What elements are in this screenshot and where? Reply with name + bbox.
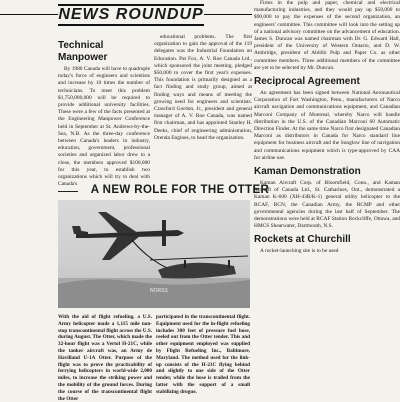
article-intro-continued: Firms in the pulp and paper, chemical and electrical manufacturing industries, and they would pay up $50,000 to $90,000 to pay the expenses of the second organization, an engineers' committee. This committee will look into the setting up of a national advisory committee on the advancement of education. James S. Duncan was named chairman with Dr. G. Edward Hall, president of the University of Western Ontario, and D. W. Ambridge, president of Abitibi Pulp and Paper Co. as other committee members. Three additional members of the committee are yet to be selected by Mr. Duncan. (254, 0, 400, 71)
photo-illustration (58, 200, 250, 308)
photo-caption-left: With the aid of flight refueling, a U.S. Army helicopter made a 1,115 mile non-stop transcontinental flight across the U.S. during August. The Otter, which made the 32-hour flight was a Vertol H-21C, while the tanker aircraft was, an Army de Havilland U-1A Otter. Purpose of the flight was to prove the practicability of ferrying helicopters in world-wide 2,000 miles, to increase the striking power and the mobility of the ground forces. During the course of the transcontinental flight the Otter (58, 314, 152, 402)
feature-rule-left (58, 191, 78, 192)
banner-rule-right (204, 14, 252, 15)
article-kaman-demonstration: Kaman Aircraft Corp. of Bloomfield, Conn., and Kaman Aircraft of Canada Ltd., St. Catharines, Ont., demonstrated a Kaman K-600 (XH-43B/K-1) general utility helicopter to the RCAF, RCN, the Canadian Army, the RCMP and other governmental agencies during the last half of September. The demonstrations were held at RCAF Station Rockcliffe, Ottawa, and HMCS Shearwater, Dartmouth, N.S. (254, 180, 400, 230)
photo-caption-right: participated in the transcontinental flight. Equipment used for the in-flight refueling includes 300 feet of pressure fuel hose, reeled out from the Otter tender. This and other equipment employed was supplied by Flight Refueling Inc., Baltimore, Maryland. The method used for the link-up consists of the H-21C flying behind and slightly to one side of the Otter tender, while the hose is trailed from the latter with the support of a small stabilizing drogue. (156, 314, 250, 395)
column-1 (58, 40, 150, 188)
article-technical-manpower-body: By 1980 Canada will have to quadruple today's force of engineers and scientists and increase by 10 times the number of technicians. To meet this problem $1,750,000,000 will be required to provide additional university facilities. These were a few of the facts presented at the Engineering Manpower Conference held in September at St. Andrews-by-the-Sea, N.B. As the three-day conference between Canada's leaders in industry, education, government, professional societies and organized labor drew to a close, the members approved $100,000 for this year, to establish two organizations which will try to deal with Canada's (58, 66, 150, 188)
feature-title: A NEW ROLE FOR THE OTTER (90, 184, 270, 196)
heading-technical-manpower: Technical Manpower (58, 40, 108, 63)
heading-reciprocal-agreement: Reciprocal Agreement (254, 76, 360, 88)
banner-rule-left (0, 14, 58, 15)
otter-aircraft (72, 212, 184, 260)
article-reciprocal-agreement: An agreement has been signed between National Aeronautical Corporation of Fort Washington, Penn., manufacturers of Narco aircraft navigation and communications equipment, and Canadian Marconi Company of Montreal, whereby Narco will handle distribution in the U.S. of the Canadian Marconi 60 Automatic Direction Finder. At the same time Narco first designated Canadian Marconi as distributors in Canada for Narco standard line equipment for business aircraft and the Sunglow line of navigation and communications equipment which is type-approved by CAA for airline use. (254, 90, 400, 161)
column-2 (154, 34, 252, 182)
heading-rockets-at-churchill: Rockets at Churchill (254, 234, 351, 246)
photo-marking: NORSS (150, 288, 168, 294)
article-technical-manpower-continued: educational problems. The first organization to gain the approval of the 119 delegates was the Industrial Foundation on Education. Pat Fox, A. V. Roe Canada Ltd., which sponsored the joint meeting, pledged $50,000 to cover the first year's expenses. This foundation is primarily designed as a fact finding and study group, aimed at finding ways and means of meeting the growing need for engineers and scientists. Crawford Gordon, Jr., president and general manager of A. V. Roe Canada, was named first chairman, and has appointed Stanley H. Deeks, chief of engineering administration, Orenda Engines, to head the organization. (154, 34, 252, 141)
column-3 (254, 0, 400, 400)
news-roundup-banner: NEWS ROUNDUP (58, 4, 204, 26)
article-rockets-at-churchill: A rocket-launching site is to be used (260, 248, 339, 255)
heading-kaman-demonstration: Kaman Demonstration (254, 166, 361, 178)
otter-refueling-photo (58, 200, 250, 308)
